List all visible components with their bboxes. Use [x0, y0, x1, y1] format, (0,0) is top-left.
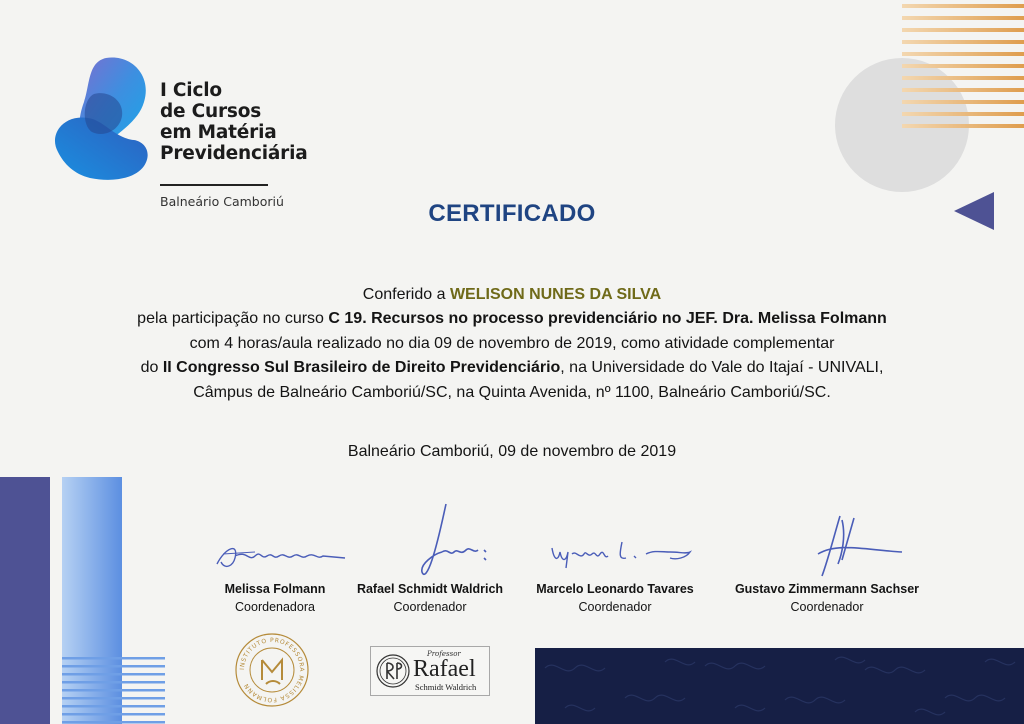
institute-seal-icon	[234, 632, 310, 708]
svg-text:INSTITUTO PROFESSORA MELISSA F	[239, 637, 305, 703]
rafael-seal-surname: Schmidt Waldrich	[415, 682, 477, 692]
event-name: II Congresso Sul Brasileiro de Direito Previdenciário	[162, 359, 561, 377]
event-prefix: do	[140, 359, 159, 377]
signatory-role: Coordenador	[578, 600, 652, 614]
logo-title: I Ciclo de Cursos em Matéria Previdenciária	[160, 80, 308, 164]
signatory-name: Gustavo Zimmermann Sachser	[734, 582, 920, 596]
rafael-seal	[370, 646, 490, 696]
decorative-stripes	[902, 0, 1024, 136]
course-name: C 19. Recursos no processo previdenciário no JEF. Dra. Melissa Folmann	[328, 310, 887, 328]
signature-block-rafael	[325, 502, 535, 614]
certificate-title: CERTIFICADO	[428, 200, 596, 227]
conferred-line	[40, 283, 984, 307]
conferred-prefix: Conferido a	[362, 286, 446, 303]
recipient-name: WELISON NUNES DA SILVA	[449, 286, 662, 303]
logo-subtitle: Balneário Camboriú	[160, 194, 284, 209]
signature-block-gustavo	[722, 502, 932, 614]
signature-marcelo-icon	[530, 502, 700, 582]
participation-line	[40, 307, 984, 331]
rafael-monogram-icon	[376, 654, 410, 688]
place-date: Balneário Camboriú, 09 de novembro de 2019	[347, 443, 677, 460]
decorative-bar-purple	[0, 477, 50, 724]
signatory-name: Rafael Schmidt Waldrich	[356, 582, 504, 596]
decorative-navy-pattern	[535, 648, 1024, 724]
signature-rafael-icon	[350, 502, 510, 582]
event-suffix: , na Universidade do Vale do Itajaí - UNIVALI,	[560, 359, 884, 377]
signature-block-marcelo	[510, 502, 720, 614]
signatory-name: Melissa Folmann	[224, 582, 326, 596]
institute-seal-text: INSTITUTO PROFESSORA MELISSA FOLMANN	[238, 636, 306, 704]
decorative-blue-lines	[62, 655, 165, 724]
signatory-name: Marcelo Leonardo Tavares	[536, 582, 694, 596]
hours-line: com 4 horas/aula realizado no dia 09 de novembro de 2019, como atividade complementar	[189, 334, 835, 352]
certificate-body	[40, 283, 984, 405]
participation-prefix: pela participação no curso	[137, 310, 324, 328]
rafael-seal-name: Rafael	[413, 656, 476, 682]
logo-mark-icon	[48, 54, 158, 184]
signatory-role: Coordenador	[790, 600, 864, 614]
address-line: Câmpus de Balneário Camboriú/SC, na Quinta Avenida, nº 1100, Balneário Camboriú/SC.	[193, 383, 831, 401]
rafael-seal-professor: Professor	[427, 650, 461, 658]
signatory-role: Coordenador	[393, 600, 467, 614]
event-line	[40, 356, 984, 380]
logo-divider	[160, 184, 268, 186]
signatory-role: Coordenadora	[235, 600, 315, 614]
signature-gustavo-icon	[742, 502, 912, 582]
